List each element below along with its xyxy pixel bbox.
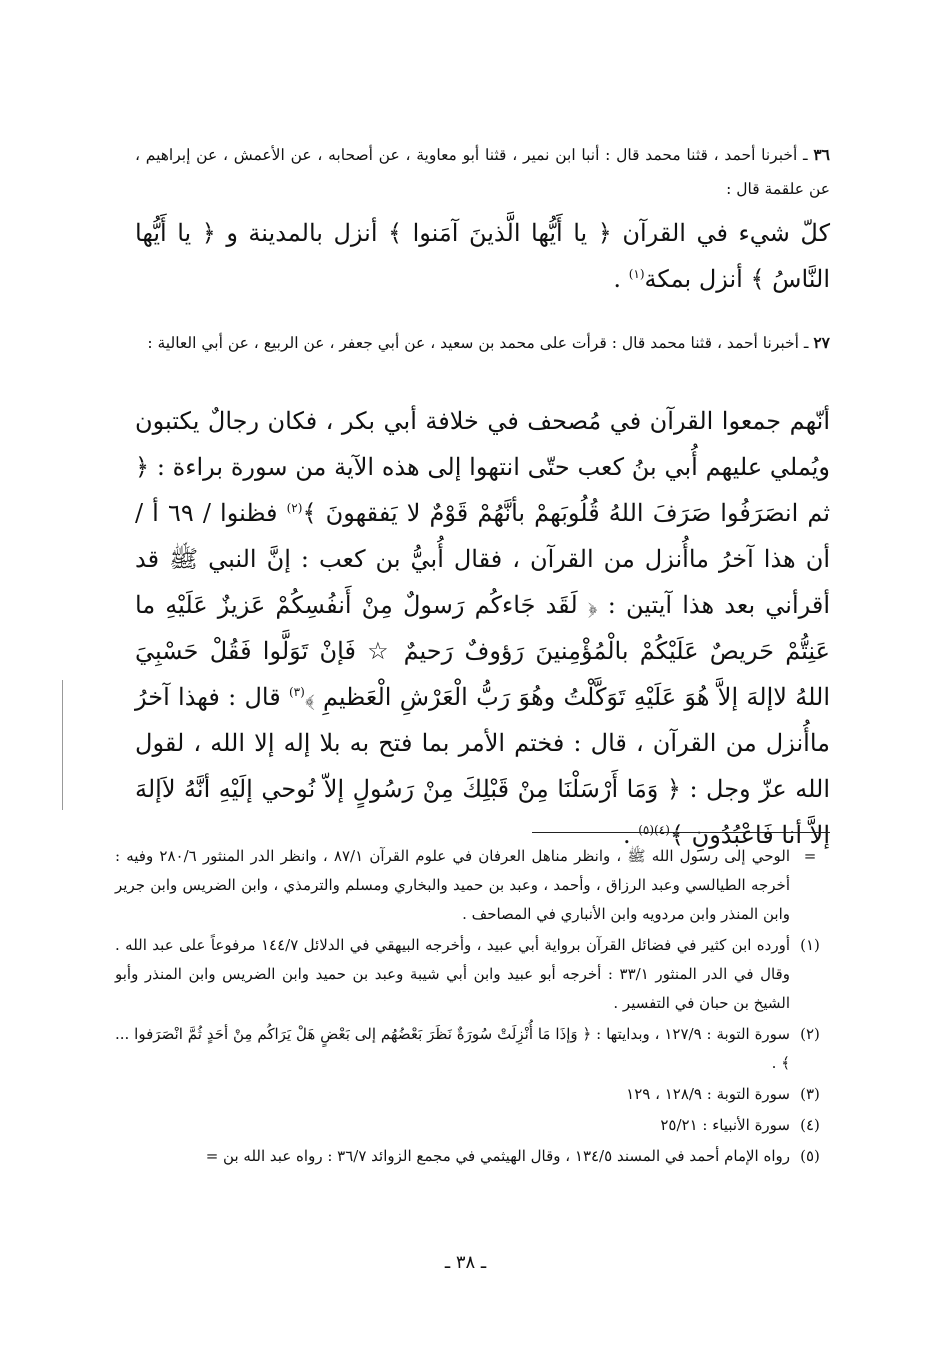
hadith-26-matn-text: كلّ شيء في القرآن ﴿ يا أَيُّها الَّذينَ آمَنوا ﴾ أنزل بالمدينة و ﴿ يا أَيُّها النَّاسُ ﴾ أنزل بمكة (135, 219, 830, 293)
footnote-mark: (٢) (800, 1025, 820, 1043)
margin-line (62, 680, 63, 810)
hadith-26-matn (135, 210, 830, 302)
footnote-mark: = (803, 847, 817, 865)
footnote-mark: (٥) (800, 1147, 820, 1165)
hadith-26-isnad-text: ـ أخبرنا أحمد ، قثنا محمد قال : أنبا ابن نمير ، قثنا أبو معاوية ، عن أصحابه ، عن الأعمش ، عن إبراهيم ، عن علقمة قال : (135, 146, 830, 198)
hadith-27-matn-part-2: فظنوا / ٦٩ أ / أن هذا آخرُ ماأُنزل من القرآن ، فقال أُبيُّ بن كعب : إنَّ النبي ﷺ قد أقرأني بعد هذا آيتين : ﴿ لَقَد جَاءكُم رَسولٌ مِنْ أَنفُسِكُمْ عَزيزٌ عَلَيْهِ ما عَنِتُّمْ حَريصٌ عَلَيْكُمْ بالْمُؤْمِنينَ رَؤوفٌ رَحيمٌ ☆ فَإنْ تَوَلَّوا فَقُلْ حَسْبِيَ اللهُ لاإلهَ إلاَّ هُوَ عَلَيْهِ تَوَكَّلْتُ وهُوَ رَبُّ الْعَرْشِ الْعَظيمِ ﴾ (135, 499, 831, 711)
footnotes (115, 842, 830, 1173)
footnote-divider (532, 832, 830, 833)
footnote-text: سورة التوبة : ١٢٧/٩ ، وبدايتها : ﴿ وَإذَا مَا أُنْزِلَتْ سُورَةٌ نَظَرَ بَعْضُهُم إلى بَعْضٍ هَلْ يَرَاكُم مِنْ أحَدٍ ثُمَّ انْصَرَفوا ... ﴾ . (115, 1025, 790, 1072)
footnote-text: رواه الإمام أحمد في المسند ١٣٤/٥ ، وقال الهيثمي في مجمع الزوائد ٣٦/٧ : رواه عبد الله بن = (205, 1147, 790, 1165)
hadith-27-isnad-text: ـ أخبرنا أحمد ، قثنا محمد قال : قرأت على محمد بن سعيد ، عن أبي جعفر ، عن الربيع ، عن أبي العالية : (147, 334, 814, 352)
footnote-ref-1: (١) (628, 267, 645, 281)
hadith-26-number: ٣٦ (813, 145, 830, 164)
hadith-27-isnad (135, 326, 830, 360)
hadith-27-matn-end: . (622, 821, 639, 849)
footnote-ref-4-5: (٤)(٥) (638, 823, 670, 837)
hadith-27-number: ٢٧ (813, 333, 830, 352)
footnote-ref-2: (٢) (286, 501, 303, 515)
hadith-27-matn (135, 398, 830, 858)
hadith-27-matn-part-1: أنّهم جمعوا القرآن في مُصحف في خلافة أبي بكر ، فكان رجالٌ يكتبون ويُملي عليهم أُبي بنُ كعب حتّى انتهوا إلى هذه الآية من سورة براءة : ﴿ ثم انصَرَفُوا صَرَفَ اللهُ قُلُوبَهمْ بأنَّهُمْ قَوْمٌ لا يَفقهونَ ﴾ (135, 407, 830, 527)
hadith-27-matn-part-3: قال : فهذا آخرُ ماأُنزل من القرآن ، قال : فختم الأمر بما فتح به بلا إله إلا الله ، لقول الله عزّ وجل : ﴿ وَمَا أَرْسَلْنَا مِنْ قَبْلِكَ مِنْ رَسُولٍ إلاّ نُوحي إلَيْهِ أنَّهُ لاَإلهَ إلاَّ أنا فَاعْبُدُونِ ﴾ (135, 683, 830, 849)
footnote-ref-3: (٣) (288, 685, 305, 699)
footnote-5 (115, 1142, 830, 1171)
footnote-3 (115, 1080, 830, 1109)
hadith-26-matn-end: . (613, 265, 629, 293)
footnote-text: سورة التوبة : ١٢٨/٩ ، ١٢٩ (626, 1085, 790, 1103)
footnote-continuation (115, 842, 830, 929)
footnote-2 (115, 1020, 830, 1078)
hadith-26-isnad (135, 138, 830, 206)
footnote-text: سورة الأنبياء : ٢٥/٢١ (660, 1116, 790, 1134)
footnote-mark: (٣) (800, 1085, 820, 1103)
footnote-1 (115, 931, 830, 1018)
footnote-mark: (١) (800, 936, 820, 954)
footnote-4 (115, 1111, 830, 1140)
footnote-text: الوحي إلى رسول الله ﷺ ، وانظر مناهل العرفان في علوم القرآن ٨٧/١ ، وانظر الدر المنثور ٢٨٠/٦ وفيه : أخرجه الطيالسي وعبد الرزاق ، وأحمد ، وعبد بن حميد والبخاري ومسلم والترمذي ، وابن الضريس وابن جرير وابن المنذر وابن مردويه وابن الأنباري في المصاحف . (115, 847, 790, 923)
footnote-mark: (٤) (800, 1116, 820, 1134)
page-number: ـ ٣٨ ـ (444, 1252, 487, 1273)
footnote-text: أورده ابن كثير في فضائل القرآن برواية أبي عبيد ، وأخرجه البيهقي في الدلائل ١٤٤/٧ مرفوعاً على عبد الله . وقال في الدر المنثور ٣٣/١ : أخرجه أبو عبيد وابن أبي شيبة وعبد بن حميد وابن الضريس وابن المنذر وأبو الشيخ بن حبان في التفسير . (115, 936, 790, 1012)
